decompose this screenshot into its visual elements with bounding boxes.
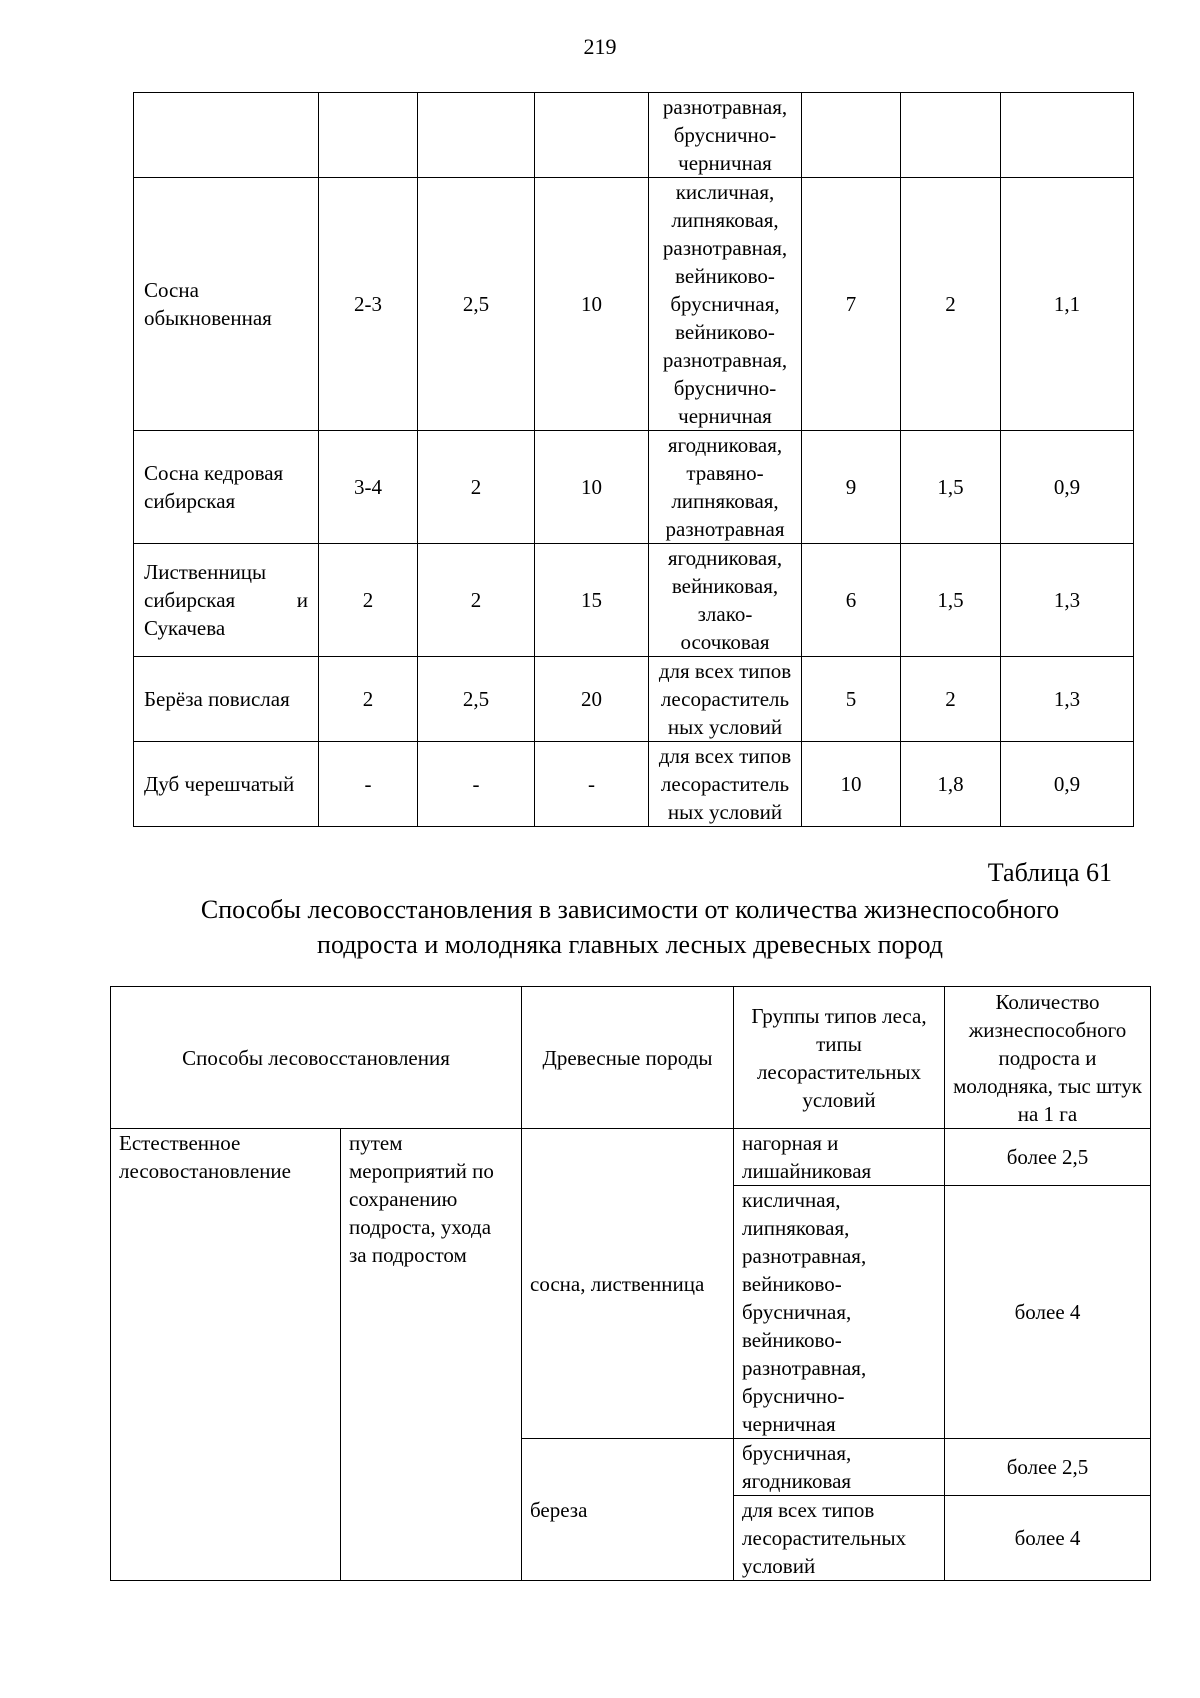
- table-row: [111, 1129, 1151, 1186]
- value-cell: 2: [901, 657, 1001, 742]
- table-title: [0, 892, 1200, 962]
- forest-type-cell: [649, 544, 802, 657]
- table-number: Таблица 61: [987, 858, 1112, 887]
- page-number: 219: [583, 34, 617, 59]
- species-cell: береза: [522, 1439, 734, 1581]
- species-cell: Дуб черешчатый: [134, 742, 319, 827]
- value-cell: -: [418, 742, 535, 827]
- value-cell: 1,5: [901, 544, 1001, 657]
- quantity-cell: более 4: [945, 1186, 1151, 1439]
- value-cell: 9: [802, 431, 901, 544]
- forest-type-line: ных условий: [667, 715, 783, 739]
- forest-type-line: злако-: [697, 602, 753, 626]
- value-cell: 1,5: [901, 431, 1001, 544]
- forest-type-line: брусничная,: [670, 292, 780, 316]
- value-cell: 10: [535, 178, 649, 431]
- group-cell: брусничная, ягодниковая: [734, 1439, 945, 1496]
- group-cell: кисличная, липняковая, разнотравная, вейниково-брусничная, вейниково-разнотравная, бруснично-черничная: [734, 1186, 945, 1439]
- forest-type-line: черничная: [678, 151, 772, 175]
- forest-type-line: травяно-: [686, 461, 764, 485]
- forest-type-line: бруснично-: [673, 376, 777, 400]
- table-row: [134, 93, 1134, 178]
- species-cell: Сосна кедровая сибирская: [134, 431, 319, 544]
- species-cell: Берёза повислая: [134, 657, 319, 742]
- species-cell: [134, 93, 319, 178]
- value-cell: 5: [802, 657, 901, 742]
- value-cell: 2: [901, 178, 1001, 431]
- forest-type-line: бруснично-: [673, 123, 777, 147]
- value-cell: 0,9: [1001, 431, 1134, 544]
- header-row: [111, 987, 1151, 1129]
- table-title-line: подроста и молодняка главных лесных древесных пород: [317, 930, 943, 959]
- forest-type-line: разнотравная,: [662, 236, 788, 260]
- value-cell: 6: [802, 544, 901, 657]
- value-cell: [319, 93, 418, 178]
- table-row: [134, 431, 1134, 544]
- value-cell: [418, 93, 535, 178]
- value-cell: [901, 93, 1001, 178]
- value-cell: [802, 93, 901, 178]
- forest-type-line: вейниково-: [675, 320, 775, 344]
- forest-type-cell: [649, 178, 802, 431]
- forest-type-line: лесораститель: [660, 687, 790, 711]
- species-line: сибирская и: [144, 588, 308, 612]
- forest-type-line: вейниковая,: [671, 574, 779, 598]
- table-row: [134, 657, 1134, 742]
- forest-type-line: ягодниковая,: [667, 433, 783, 457]
- quantity-cell: более 4: [945, 1496, 1151, 1581]
- forest-type-line: разнотравная,: [662, 348, 788, 372]
- value-cell: 2: [418, 544, 535, 657]
- forest-type-line: черничная: [678, 404, 772, 428]
- forest-type-line: для всех типов: [658, 744, 792, 768]
- forest-type-line: осочковая: [680, 630, 770, 654]
- value-cell: 2,5: [418, 657, 535, 742]
- value-cell: 1,1: [1001, 178, 1134, 431]
- header-quantity: Количество жизнеспособного подроста и молодняка, тыс штук на 1 га: [945, 987, 1151, 1129]
- value-cell: 10: [802, 742, 901, 827]
- forest-type-line: лесораститель: [660, 772, 790, 796]
- value-cell: -: [319, 742, 418, 827]
- reforestation-table: [110, 986, 1151, 1581]
- table-row: [134, 178, 1134, 431]
- species-table-continued: [133, 92, 1134, 827]
- value-cell: [535, 93, 649, 178]
- forest-type-cell: [649, 431, 802, 544]
- value-cell: 2: [319, 544, 418, 657]
- header-methods: Способы лесовосстановления: [111, 987, 522, 1129]
- table-row: [134, 544, 1134, 657]
- forest-type-line: разнотравная: [665, 517, 785, 541]
- forest-type-line: разнотравная,: [662, 95, 788, 119]
- forest-type-line: липняковая,: [671, 489, 779, 513]
- forest-type-line: ных условий: [667, 800, 783, 824]
- forest-type-cell: [649, 93, 802, 178]
- value-cell: 7: [802, 178, 901, 431]
- submethod-cell: путем мероприятий по сохранению подроста, ухода за подростом: [341, 1129, 522, 1581]
- value-cell: 3-4: [319, 431, 418, 544]
- forest-type-cell: [649, 657, 802, 742]
- value-cell: 0,9: [1001, 742, 1134, 827]
- value-cell: 2-3: [319, 178, 418, 431]
- table-title-line: Способы лесовосстановления в зависимости от количества жизнеспособного: [200, 895, 1060, 924]
- forest-type-cell: [649, 742, 802, 827]
- value-cell: 1,3: [1001, 544, 1134, 657]
- species-cell: Сосна обыкновенная: [134, 178, 319, 431]
- forest-type-line: для всех типов: [658, 659, 792, 683]
- quantity-cell: более 2,5: [945, 1129, 1151, 1186]
- group-cell: для всех типов лесорастительных условий: [734, 1496, 945, 1581]
- value-cell: 2: [418, 431, 535, 544]
- value-cell: [1001, 93, 1134, 178]
- header-groups: Группы типов леса, типы лесорастительных условий: [734, 987, 945, 1129]
- value-cell: -: [535, 742, 649, 827]
- value-cell: 2,5: [418, 178, 535, 431]
- value-cell: 10: [535, 431, 649, 544]
- method-cell: Естественное лесовостановление: [111, 1129, 341, 1581]
- value-cell: 1,3: [1001, 657, 1134, 742]
- species-line: Сукачева: [144, 616, 226, 640]
- forest-type-line: кисличная,: [675, 180, 775, 204]
- group-cell: нагорная и лишайниковая: [734, 1129, 945, 1186]
- table-row: [134, 742, 1134, 827]
- species-line: Лиственницы: [144, 560, 267, 584]
- forest-type-line: ягодниковая,: [667, 546, 783, 570]
- forest-type-line: вейниково-: [675, 264, 775, 288]
- value-cell: 20: [535, 657, 649, 742]
- forest-type-line: липняковая,: [671, 208, 779, 232]
- value-cell: 1,8: [901, 742, 1001, 827]
- value-cell: 2: [319, 657, 418, 742]
- species-cell: сосна, лиственница: [522, 1129, 734, 1439]
- header-species: Древесные породы: [522, 987, 734, 1129]
- value-cell: 15: [535, 544, 649, 657]
- quantity-cell: более 2,5: [945, 1439, 1151, 1496]
- species-cell: [134, 544, 319, 657]
